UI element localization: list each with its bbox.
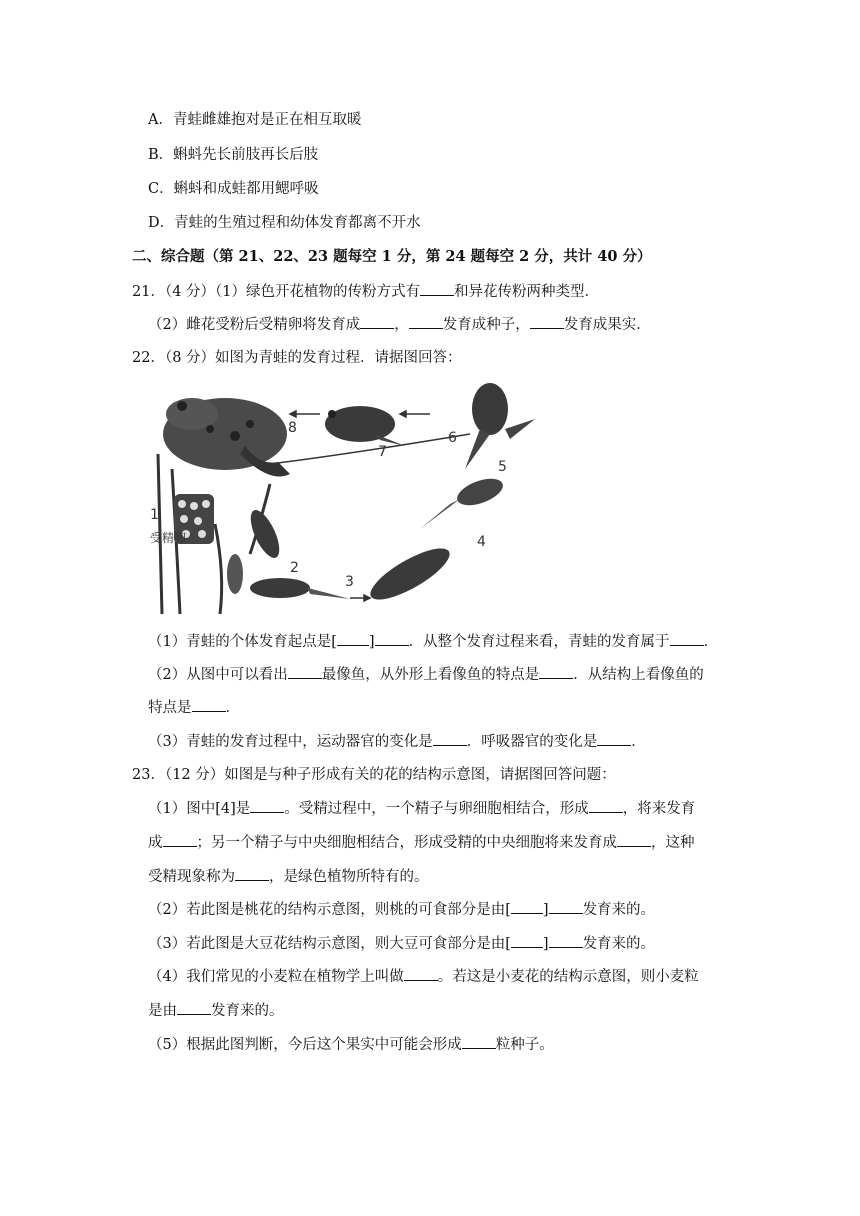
- q23-sub1-cont: [148, 832, 695, 853]
- option-c: C．蝌蚪和成蛙都用鳃呼吸: [148, 181, 319, 197]
- answer-blank[interactable]: [597, 731, 631, 746]
- q23-stem: 23．（12 分）如图是与种子形成有关的花的结构示意图，请据图回答问题：: [132, 767, 616, 783]
- q22-stem: 22．（8 分）如图为青蛙的发育过程．请据图回答：: [132, 350, 462, 366]
- q22-s2-text-b: 最像鱼，从外形上看像鱼的特点是: [321, 667, 540, 683]
- q23-s1-text-b: 。受精过程中，一个精子与卵细胞相结合，形成: [284, 801, 589, 817]
- q23-s2-text-a: （2）若此图是桃花的结构示意图，则桃的可食部分是由[: [148, 902, 511, 918]
- answer-blank[interactable]: [420, 281, 454, 296]
- stage-label-1: 1: [150, 507, 159, 523]
- q23-s5-text-b: 粒种子。: [495, 1037, 554, 1053]
- answer-blank[interactable]: [404, 966, 438, 981]
- q23-s1-text-a: （1）图中[4]是: [148, 801, 251, 817]
- q23-s2-text-c: 发育来的。: [582, 902, 656, 918]
- answer-blank[interactable]: [192, 697, 226, 712]
- q23-sub4: [148, 966, 699, 987]
- q23-sub1: [148, 798, 695, 819]
- q22-sub1: [148, 631, 718, 652]
- adult-frog-image: [163, 398, 290, 477]
- q22-sub3: [148, 731, 646, 752]
- answer-blank[interactable]: [409, 314, 443, 329]
- q22-sub2-cont: [148, 697, 240, 718]
- q23-s1-text-f: ，这种: [651, 835, 695, 851]
- froglet-image: [465, 383, 535, 469]
- q21-p2-text-a: （2）雌花受粉后受精卵将发育成: [148, 317, 361, 333]
- q23-s2-text-b: ]: [542, 902, 549, 918]
- stage-label-8: 8: [288, 420, 297, 436]
- tadpole-stage-3-image: [250, 578, 350, 599]
- q22-s3-text-c: ．: [631, 734, 646, 750]
- egg-label: 受精卵: [150, 531, 187, 545]
- q23-s1-text-c: ，将来发育: [622, 801, 696, 817]
- q21-p2-text-c: 发育成种子，: [442, 317, 530, 333]
- stage-label-6: 6: [448, 430, 457, 446]
- q23-sub3: [148, 933, 655, 954]
- q21-p1-text-b: 和异花传粉两种类型．: [454, 284, 600, 300]
- answer-blank[interactable]: [511, 933, 543, 948]
- answer-blank[interactable]: [235, 866, 269, 881]
- q22-s1-text-c: ．从整个发育过程来看，青蛙的发育属于: [408, 634, 670, 650]
- q21-part1: [132, 281, 599, 302]
- answer-blank[interactable]: [375, 631, 409, 646]
- answer-blank[interactable]: [288, 664, 322, 679]
- q22-s1-text-b: ]: [368, 634, 375, 650]
- stage-label-5: 5: [498, 459, 507, 475]
- q21-p1-text-a: 21．（4 分）（1）绿色开花植物的传粉方式有: [132, 284, 421, 300]
- q22-s2-text-d: 特点是: [148, 700, 192, 716]
- answer-blank[interactable]: [549, 933, 583, 948]
- q22-s3-text-b: ．呼吸器官的变化是: [466, 734, 598, 750]
- stage-label-4: 4: [477, 534, 486, 550]
- stage-label-2: 2: [290, 560, 299, 576]
- stage-label-7: 7: [378, 444, 387, 460]
- option-a: A．青蛙雌雄抱对是正在相互取暖: [148, 112, 362, 128]
- answer-blank[interactable]: [462, 1034, 496, 1049]
- q22-s1-text-d: ．: [703, 634, 719, 650]
- q23-sub5: [148, 1034, 554, 1055]
- q22-s1-text-a: （1）青蛙的个体发育起点是[: [148, 634, 337, 650]
- option-d: D．青蛙的生殖过程和幼体发育都离不开水: [148, 215, 421, 231]
- answer-blank[interactable]: [433, 731, 467, 746]
- answer-blank[interactable]: [511, 899, 543, 914]
- q23-s1-text-g: 受精现象称为: [148, 869, 235, 885]
- answer-blank[interactable]: [530, 314, 564, 329]
- answer-blank[interactable]: [589, 798, 623, 813]
- q23-sub4-cont: [148, 1000, 284, 1021]
- q23-s1-text-d: 成: [148, 835, 163, 851]
- option-b: B．蝌蚪先长前肢再长后肢: [148, 147, 319, 163]
- q23-s1-text-h: ，是绿色植物所特有的。: [269, 869, 429, 885]
- answer-blank[interactable]: [360, 314, 394, 329]
- q23-s3-text-a: （3）若此图是大豆花结构示意图，则大豆可食部分是由[: [148, 936, 511, 952]
- q21-part2: [148, 314, 651, 335]
- q23-s4-text-c: 是由: [148, 1003, 177, 1019]
- answer-blank[interactable]: [670, 631, 704, 646]
- answer-blank[interactable]: [549, 899, 583, 914]
- answer-blank[interactable]: [163, 832, 197, 847]
- stage-label-3: 3: [345, 574, 354, 590]
- q23-sub2: [148, 899, 655, 920]
- q22-s3-text-a: （3）青蛙的发育过程中，运动器官的变化是: [148, 734, 433, 750]
- q23-s3-text-c: 发育来的。: [582, 936, 656, 952]
- q23-sub1-cont2: [148, 866, 429, 887]
- frog-life-cycle-figure: [150, 374, 550, 620]
- section-title: 二、综合题（第 21、22、23 题每空 1 分，第 24 题每空 2 分，共计 40 分）: [132, 248, 652, 265]
- answer-blank[interactable]: [539, 664, 573, 679]
- answer-blank[interactable]: [177, 1000, 211, 1015]
- q21-p2-text-d: 发育成果实．: [563, 317, 651, 333]
- q23-s4-text-d: 发育来的。: [211, 1003, 284, 1019]
- answer-blank[interactable]: [617, 832, 651, 847]
- young-frog-image: [325, 406, 405, 446]
- q22-sub2: [148, 664, 704, 685]
- q23-s4-text-a: （4）我们常见的小麦粒在植物学上叫做: [148, 969, 404, 985]
- q23-s5-text-a: （5）根据此图判断，今后这个果实中可能会形成: [148, 1037, 462, 1053]
- q23-s3-text-b: ]: [542, 936, 549, 952]
- q23-s1-text-e: ；另一个精子与中央细胞相结合，形成受精的中央细胞将来发育成: [196, 835, 617, 851]
- q22-s2-text-e: ．: [225, 700, 240, 716]
- answer-blank[interactable]: [250, 798, 284, 813]
- q21-p2-text-b: ，: [394, 317, 409, 333]
- answer-blank[interactable]: [337, 631, 369, 646]
- q23-s4-text-b: 。若这是小麦花的结构示意图，则小麦粒: [437, 969, 699, 985]
- q22-s2-text-a: （2）从图中可以看出: [148, 667, 288, 683]
- q22-s2-text-c: ．从结构上看像鱼的: [573, 667, 704, 683]
